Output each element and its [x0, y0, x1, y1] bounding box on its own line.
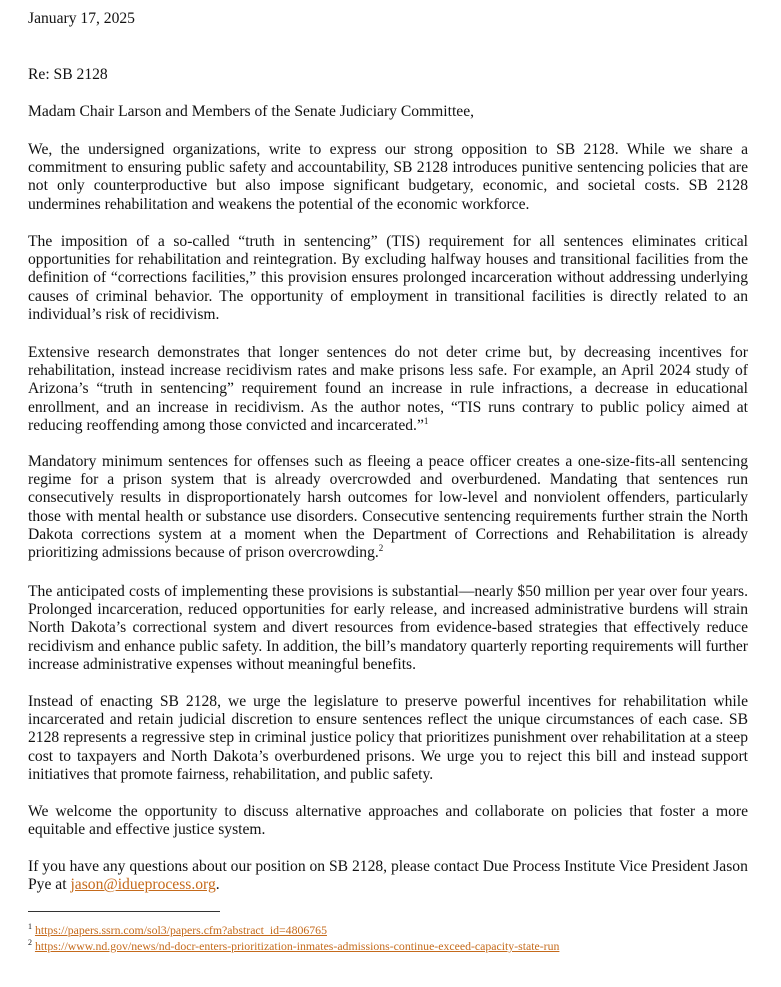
letter-subject: Re: SB 2128 [28, 66, 108, 83]
footnotes [28, 922, 768, 954]
letter-salutation: Madam Chair Larson and Members of the Senate Judiciary Committee, [28, 103, 475, 120]
letter-date: January 17, 2025 [28, 10, 135, 27]
paragraph-costs: The anticipated costs of implementing these provisions is substantial—nearly $50 million per year over four years. Prolonged incarceration, reduced opportunities for early release, and increased administrative burdens will strain North Dakota’s correctional system and divert resources from evidence-based strategies that effectively reduce recidivism and enhance public safety. In addition, the bill’s mandatory quarterly reporting requirements will further increase administrative expenses without meaningful benefits. [28, 583, 748, 673]
paragraph-mandatory-minimums [28, 453, 748, 562]
paragraph-research-text: Extensive research demonstrates that longer sentences do not deter crime but, by decreasing incentives for rehabilitation, instead increase recidivism rates and make prisons less safe. For example, an April 2024 study of Arizona’s “truth in sentencing” requirement found an increase in rule infractions, a decrease in educational enrollment, and an increase in recidivism. As the author notes, “TIS runs contrary to public policy aimed at reducing reoffending among those convicted and incarcerated.” [28, 344, 748, 434]
footnote-divider [28, 911, 220, 912]
paragraph-mandatory-minimums-text: Mandatory minimum sentences for offenses such as fleeing a peace officer creates a one-size-fits-all sentencing regime for a prison system that is already overcrowded and overburdened. Mandating that sentences run consecutively results in disproportionately harsh outcomes for low-level and nonviolent offenders, particularly those with mental health or substance use disorders. Consecutive sentencing requirements further strain the North Dakota corrections system at a moment when the Department of Corrections and Rehabilitation is already prioritizing admissions because of prison overcrowding. [28, 453, 748, 562]
paragraph-opposition: We, the undersigned organizations, write to express our strong opposition to SB 2128. While we share a commitment to ensuring public safety and accountability, SB 2128 introduces punitive sentencing policies that are not only counterproductive but also impose significant budgetary, economic, and societal costs. SB 2128 undermines rehabilitation and weakens the potential of the economic workforce. [28, 141, 748, 213]
paragraph-collaboration: We welcome the opportunity to discuss alternative approaches and collaborate on policies that foster a more equitable and effective justice system. [28, 803, 748, 839]
footnote-1-number: 1 [28, 922, 32, 932]
footnote-ref-1[interactable]: 1 [423, 415, 429, 426]
footnote-2-link[interactable]: https://www.nd.gov/news/nd-docr-enters-prioritization-inmates-admissions-continue-exceed-capacity-state-run [34, 939, 560, 953]
paragraph-research [28, 344, 748, 435]
paragraph-truth-in-sentencing: The imposition of a so-called “truth in sentencing” (TIS) requirement for all sentences eliminates critical opportunities for rehabilitation and reintegration. By excluding halfway houses and transitional facilities from the definition of “corrections facilities,” this provision ensures prolonged incarceration without addressing underlying causes of criminal behavior. The opportunity of employment in transitional facilities is directly related to an individual’s risk of recidivism. [28, 233, 748, 323]
footnote-1 [28, 922, 768, 938]
footnote-2-number: 2 [28, 938, 32, 948]
footnote-1-link[interactable]: https://papers.ssrn.com/sol3/papers.cfm?abstract_id=4806765 [34, 923, 327, 937]
contact-text-end: . [215, 876, 220, 894]
paragraph-recommendation: Instead of enacting SB 2128, we urge the legislature to preserve powerful incentives for rehabilitation while incarcerated and retain judicial discretion to ensure sentences reflect the unique circumstances of each case. SB 2128 represents a regressive step in criminal justice policy that prioritizes punishment over rehabilitation at a steep cost to taxpayers and North Dakota’s overburdened prisons. We urge you to reject this bill and instead support initiatives that promote fairness, rehabilitation, and public safety. [28, 693, 748, 783]
footnote-ref-2[interactable]: 2 [378, 542, 384, 553]
contact-email-link[interactable]: jason@idueprocess.org [70, 876, 216, 894]
paragraph-contact [28, 858, 748, 894]
footnote-2 [28, 938, 768, 954]
contact-text: If you have any questions about our position on SB 2128, please contact Due Process Institute Vice President Jason Pye at [28, 858, 748, 894]
